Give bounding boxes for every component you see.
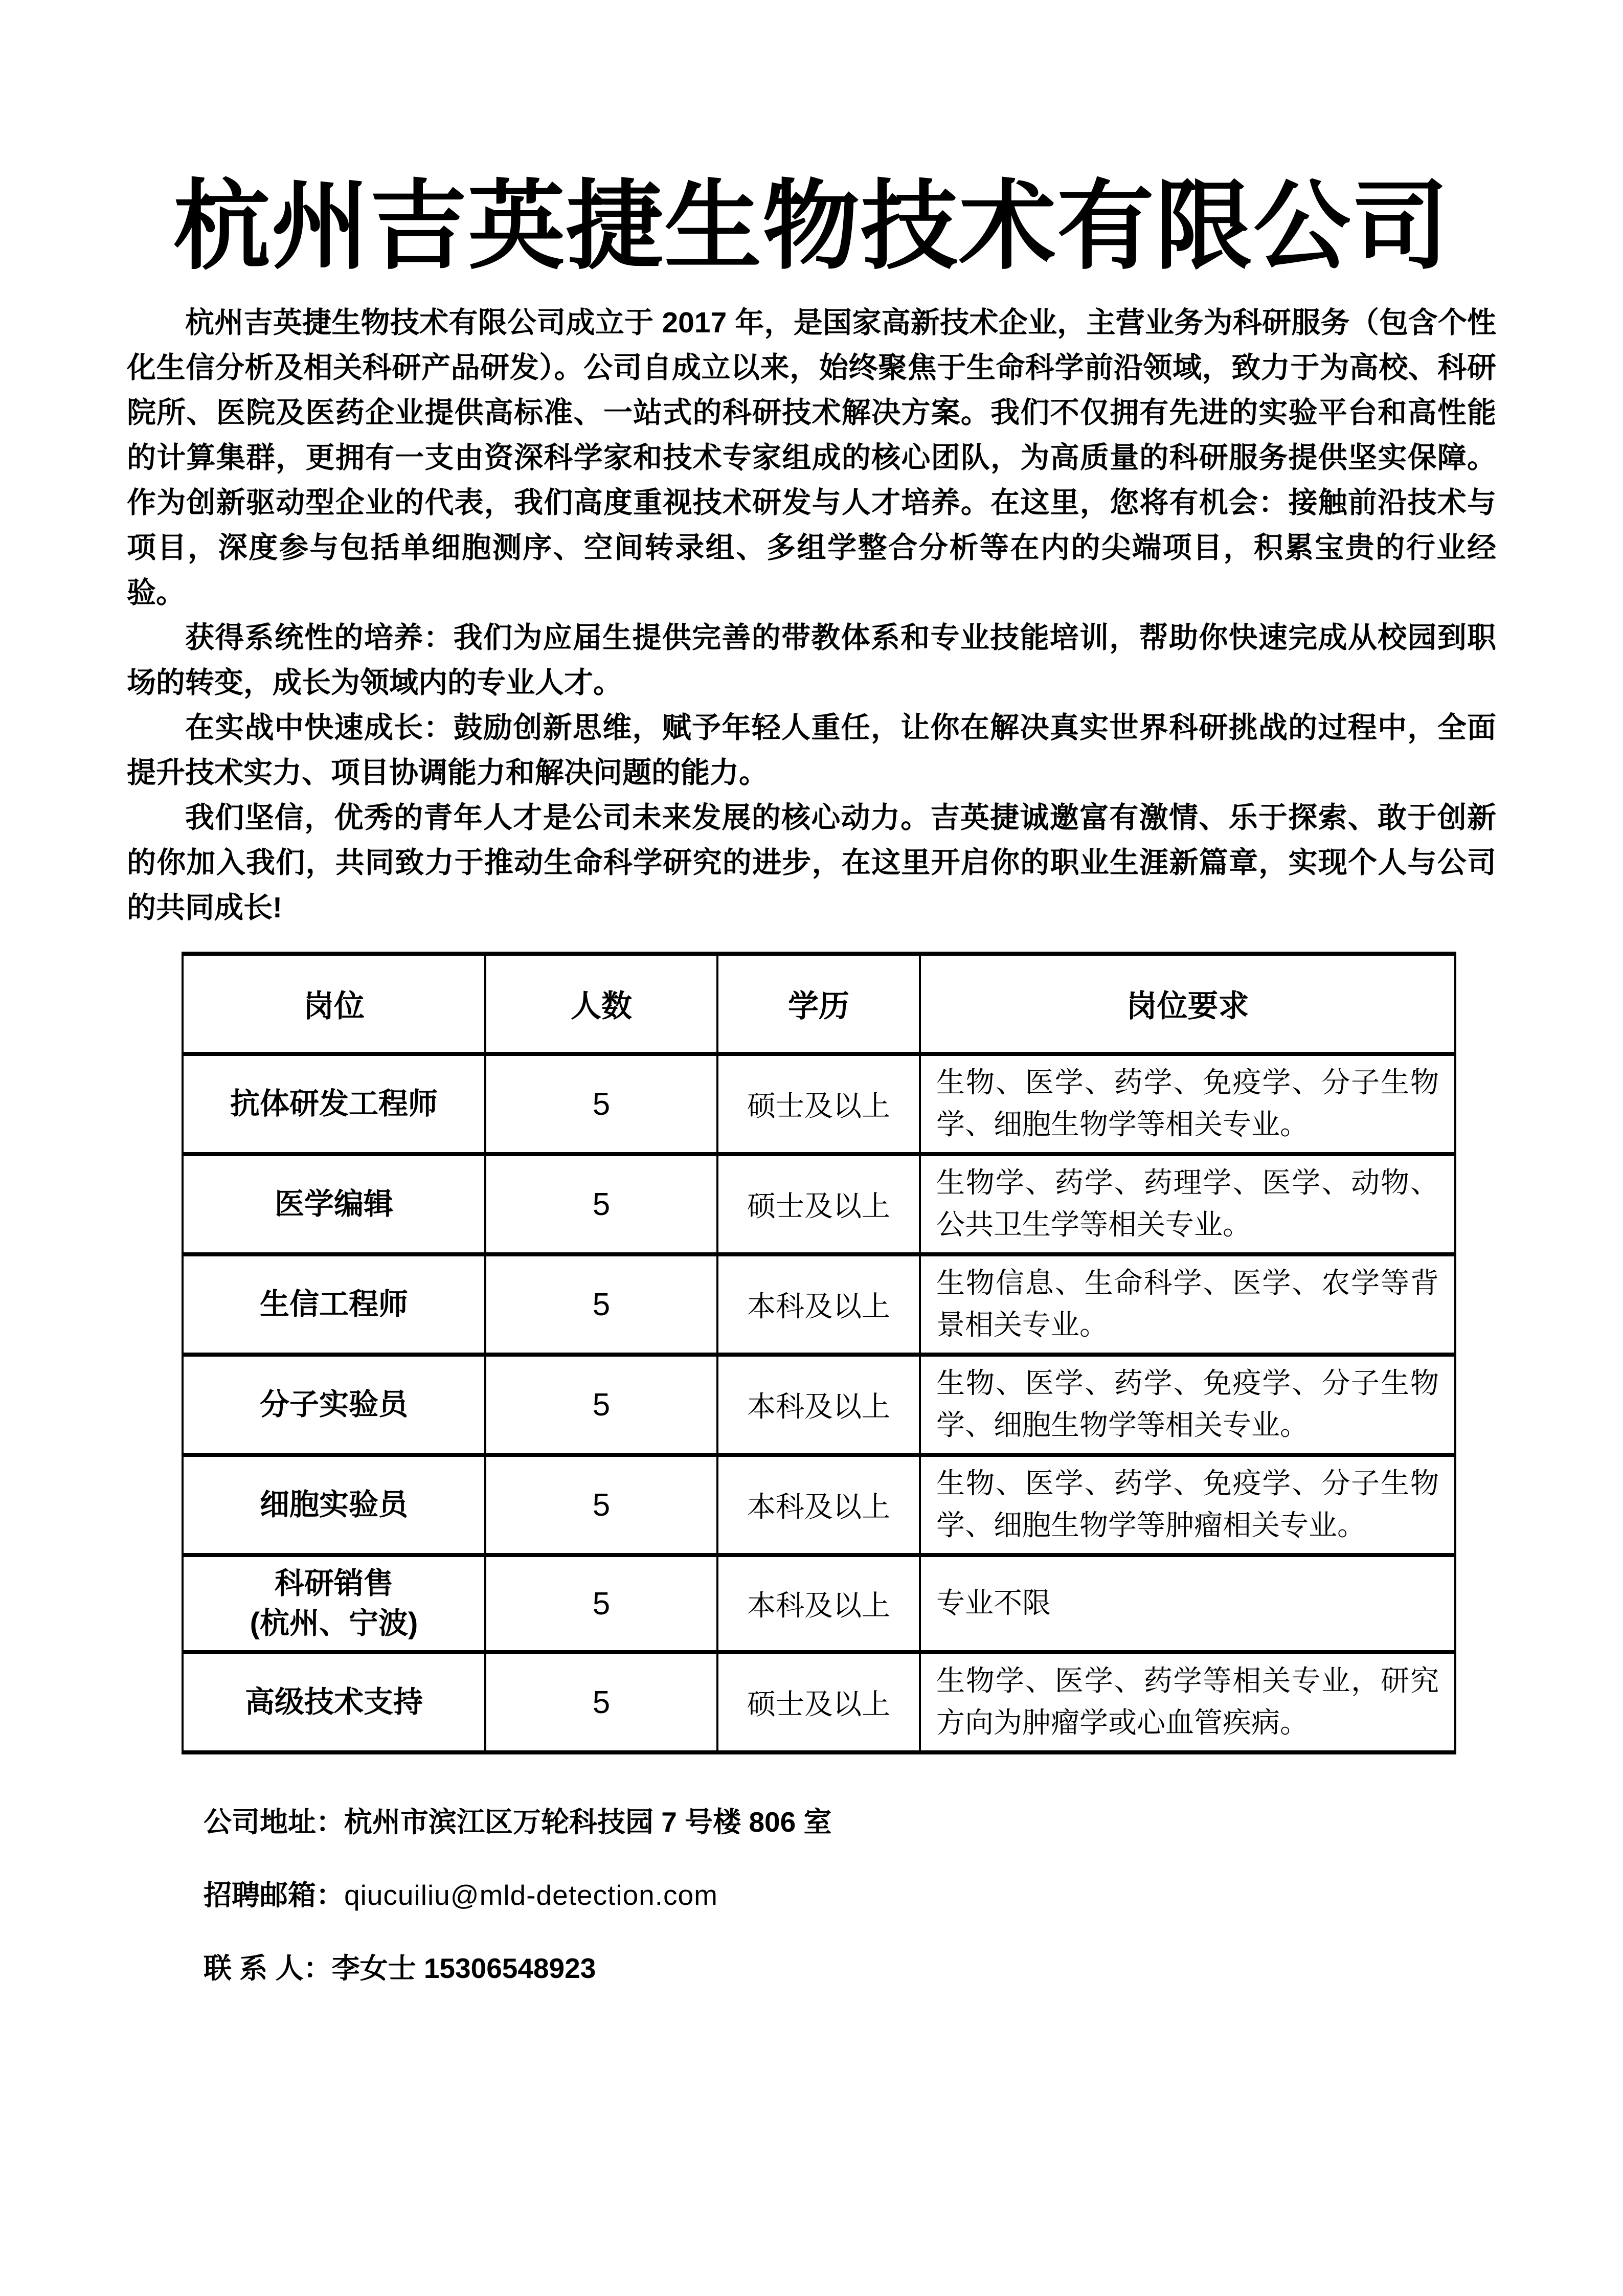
table-row	[183, 1054, 1455, 1154]
cell-position: 生信工程师	[183, 1254, 485, 1355]
company-address-line	[204, 1799, 1496, 1840]
cell-count: 5	[485, 1355, 717, 1455]
cell-position: 分子实验员	[183, 1355, 485, 1455]
position-location-note: (杭州、宁波)	[250, 1607, 418, 1640]
contact-person-label: 联 系 人：	[204, 1952, 332, 1984]
table-row	[183, 1254, 1455, 1355]
recruitment-email-line	[204, 1873, 1496, 1913]
table-row	[183, 1154, 1455, 1254]
cell-requirements: 生物、医学、药学、免疫学、分子生物学、细胞生物学等相关专业。	[920, 1054, 1455, 1154]
cell-degree: 本科及以上	[717, 1254, 920, 1355]
cell-requirements: 生物学、医学、药学等相关专业，研究方向为肿瘤学或心血管疾病。	[920, 1652, 1455, 1752]
cell-degree: 硕士及以上	[717, 1054, 920, 1154]
email-value: qiucuiliu@mld-detection.com	[344, 1879, 718, 1911]
email-label: 招聘邮箱：	[204, 1879, 345, 1911]
table-row	[183, 1355, 1455, 1455]
cell-requirements: 生物信息、生命科学、医学、农学等背景相关专业。	[920, 1254, 1455, 1355]
column-header-degree: 学历	[717, 954, 920, 1054]
cell-count: 5	[485, 1254, 717, 1355]
jobs-table	[182, 952, 1456, 1754]
cell-position: 医学编辑	[183, 1154, 485, 1254]
page-title: 杭州吉英捷生物技术有限公司	[173, 172, 1450, 281]
cell-degree: 硕士及以上	[717, 1652, 920, 1752]
intro-paragraph-1: 杭州吉英捷生物技术有限公司成立于 2017 年，是国家高新技术企业，主营业务为科研服务（包含个性化生信分析及相关科研产品研发）。公司自成立以来，始终聚焦于生命科学前沿领域，致力于为高校、科研院所、医院及医药企业提供高标准、一站式的科研技术解决方案。我们不仅拥有先进的实验平台和高性能的计算集群，更拥有一支由资深科学家和技术专家组成的核心团队，为高质量的科研服务提供坚实保障。作为创新驱动型企业的代表，我们高度重视技术研发与人才培养。在这里，您将有机会：接触前沿技术与项目，深度参与包括单细胞测序、空间转录组、多组学整合分析等在内的尖端项目，积累宝贵的行业经验。	[127, 306, 1496, 609]
table-header-row	[183, 954, 1455, 1054]
contact-section	[204, 1799, 1496, 1986]
cell-degree: 本科及以上	[717, 1555, 920, 1652]
position-name: 科研销售	[274, 1566, 393, 1600]
cell-position: 细胞实验员	[183, 1455, 485, 1555]
contact-person-value: 李女士 15306548923	[331, 1952, 596, 1984]
intro-paragraph-2: 获得系统性的培养：我们为应届生提供完善的带教体系和专业技能培训，帮助你快速完成从校园到职场的转变，成长为领域内的专业人才。	[127, 621, 1496, 699]
cell-position: 抗体研发工程师	[183, 1054, 485, 1154]
cell-count: 5	[485, 1054, 717, 1154]
cell-count: 5	[485, 1154, 717, 1254]
intro-paragraph-4: 我们坚信，优秀的青年人才是公司未来发展的核心动力。吉英捷诚邀富有激情、乐于探索、敢于创新的你加入我们，共同致力于推动生命科学研究的进步，在这里开启你的职业生涯新篇章，实现个人与公司的共同成长!	[127, 801, 1496, 924]
cell-degree: 硕士及以上	[717, 1154, 920, 1254]
cell-requirements: 生物学、药学、药理学、医学、动物、公共卫生学等相关专业。	[920, 1154, 1455, 1254]
table-row	[183, 1652, 1455, 1752]
cell-requirements: 专业不限	[920, 1555, 1455, 1652]
column-header-position: 岗位	[183, 954, 485, 1054]
address-label: 公司地址：	[204, 1806, 345, 1838]
cell-count: 5	[485, 1455, 717, 1555]
cell-count: 5	[485, 1652, 717, 1752]
cell-count: 5	[485, 1555, 717, 1652]
cell-degree: 本科及以上	[717, 1355, 920, 1455]
content-area	[127, 300, 1496, 1986]
cell-requirements: 生物、医学、药学、免疫学、分子生物学、细胞生物学等相关专业。	[920, 1355, 1455, 1455]
cell-degree: 本科及以上	[717, 1455, 920, 1555]
table-row	[183, 1455, 1455, 1555]
intro-paragraph-3: 在实战中快速成长：鼓励创新思维，赋予年轻人重任，让你在解决真实世界科研挑战的过程中，全面提升技术实力、项目协调能力和解决问题的能力。	[127, 711, 1496, 789]
table-row	[183, 1555, 1455, 1652]
cell-requirements: 生物、医学、药学、免疫学、分子生物学、细胞生物学等肿瘤相关专业。	[920, 1455, 1455, 1555]
cell-position: 高级技术支持	[183, 1652, 485, 1752]
cell-position	[183, 1555, 485, 1652]
column-header-requirements: 岗位要求	[920, 954, 1455, 1054]
contact-person-line	[204, 1946, 1496, 1986]
address-value: 杭州市滨江区万轮科技园 7 号楼 806 室	[344, 1806, 832, 1838]
column-header-count: 人数	[485, 954, 717, 1054]
